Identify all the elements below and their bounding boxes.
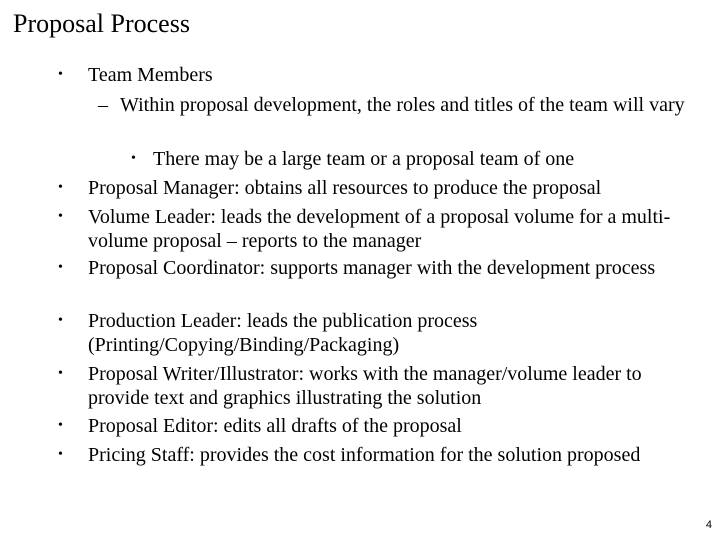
bullet-text: Proposal Editor: edits all drafts of the proposal <box>88 415 462 437</box>
bullet-icon: • <box>58 418 63 433</box>
bullet-icon: • <box>58 180 63 195</box>
bullet-icon: • <box>58 447 63 462</box>
slide-title: Proposal Process <box>13 9 190 38</box>
bullet-text: Volume Leader: leads the development of a proposal volume for a multi-volume proposal – reports to the manager <box>88 206 671 252</box>
sub-bullet-text: Within proposal development, the roles and titles of the team will vary <box>120 94 685 116</box>
bullet-item <box>58 205 698 253</box>
bullet-icon: • <box>58 260 63 275</box>
bullet-icon: • <box>58 313 63 328</box>
sub-sub-bullet-text: There may be a large team or a proposal team of one <box>153 148 575 170</box>
bullet-item <box>58 176 698 200</box>
bullet-item <box>58 256 698 280</box>
bullet-text: Proposal Coordinator: supports manager with the development process <box>88 257 656 279</box>
sub-bullet-item <box>98 93 688 117</box>
bullet-icon: • <box>58 366 63 381</box>
bullet-icon: • <box>58 209 63 224</box>
page-number: 4 <box>705 519 712 531</box>
bullet-text: Proposal Manager: obtains all resources to produce the proposal <box>88 177 602 199</box>
dash-icon: – <box>98 94 108 116</box>
bullet-item <box>58 362 698 410</box>
bullet-item <box>58 309 698 357</box>
bullet-icon: • <box>58 67 63 82</box>
bullet-item <box>58 443 698 467</box>
bullet-item <box>58 63 698 87</box>
bullet-text: Pricing Staff: provides the cost information for the solution proposed <box>88 444 641 466</box>
bullet-text: Production Leader: leads the publication process (Printing/Copying/Binding/Packaging) <box>88 310 478 356</box>
bullet-item <box>58 414 698 438</box>
bullet-text: Proposal Writer/Illustrator: works with the manager/volume leader to provide text and graphics illustrating the solution <box>88 363 642 409</box>
sub-sub-bullet-item <box>131 147 691 171</box>
bullet-text: Team Members <box>88 64 213 86</box>
bullet-icon: • <box>131 151 136 166</box>
